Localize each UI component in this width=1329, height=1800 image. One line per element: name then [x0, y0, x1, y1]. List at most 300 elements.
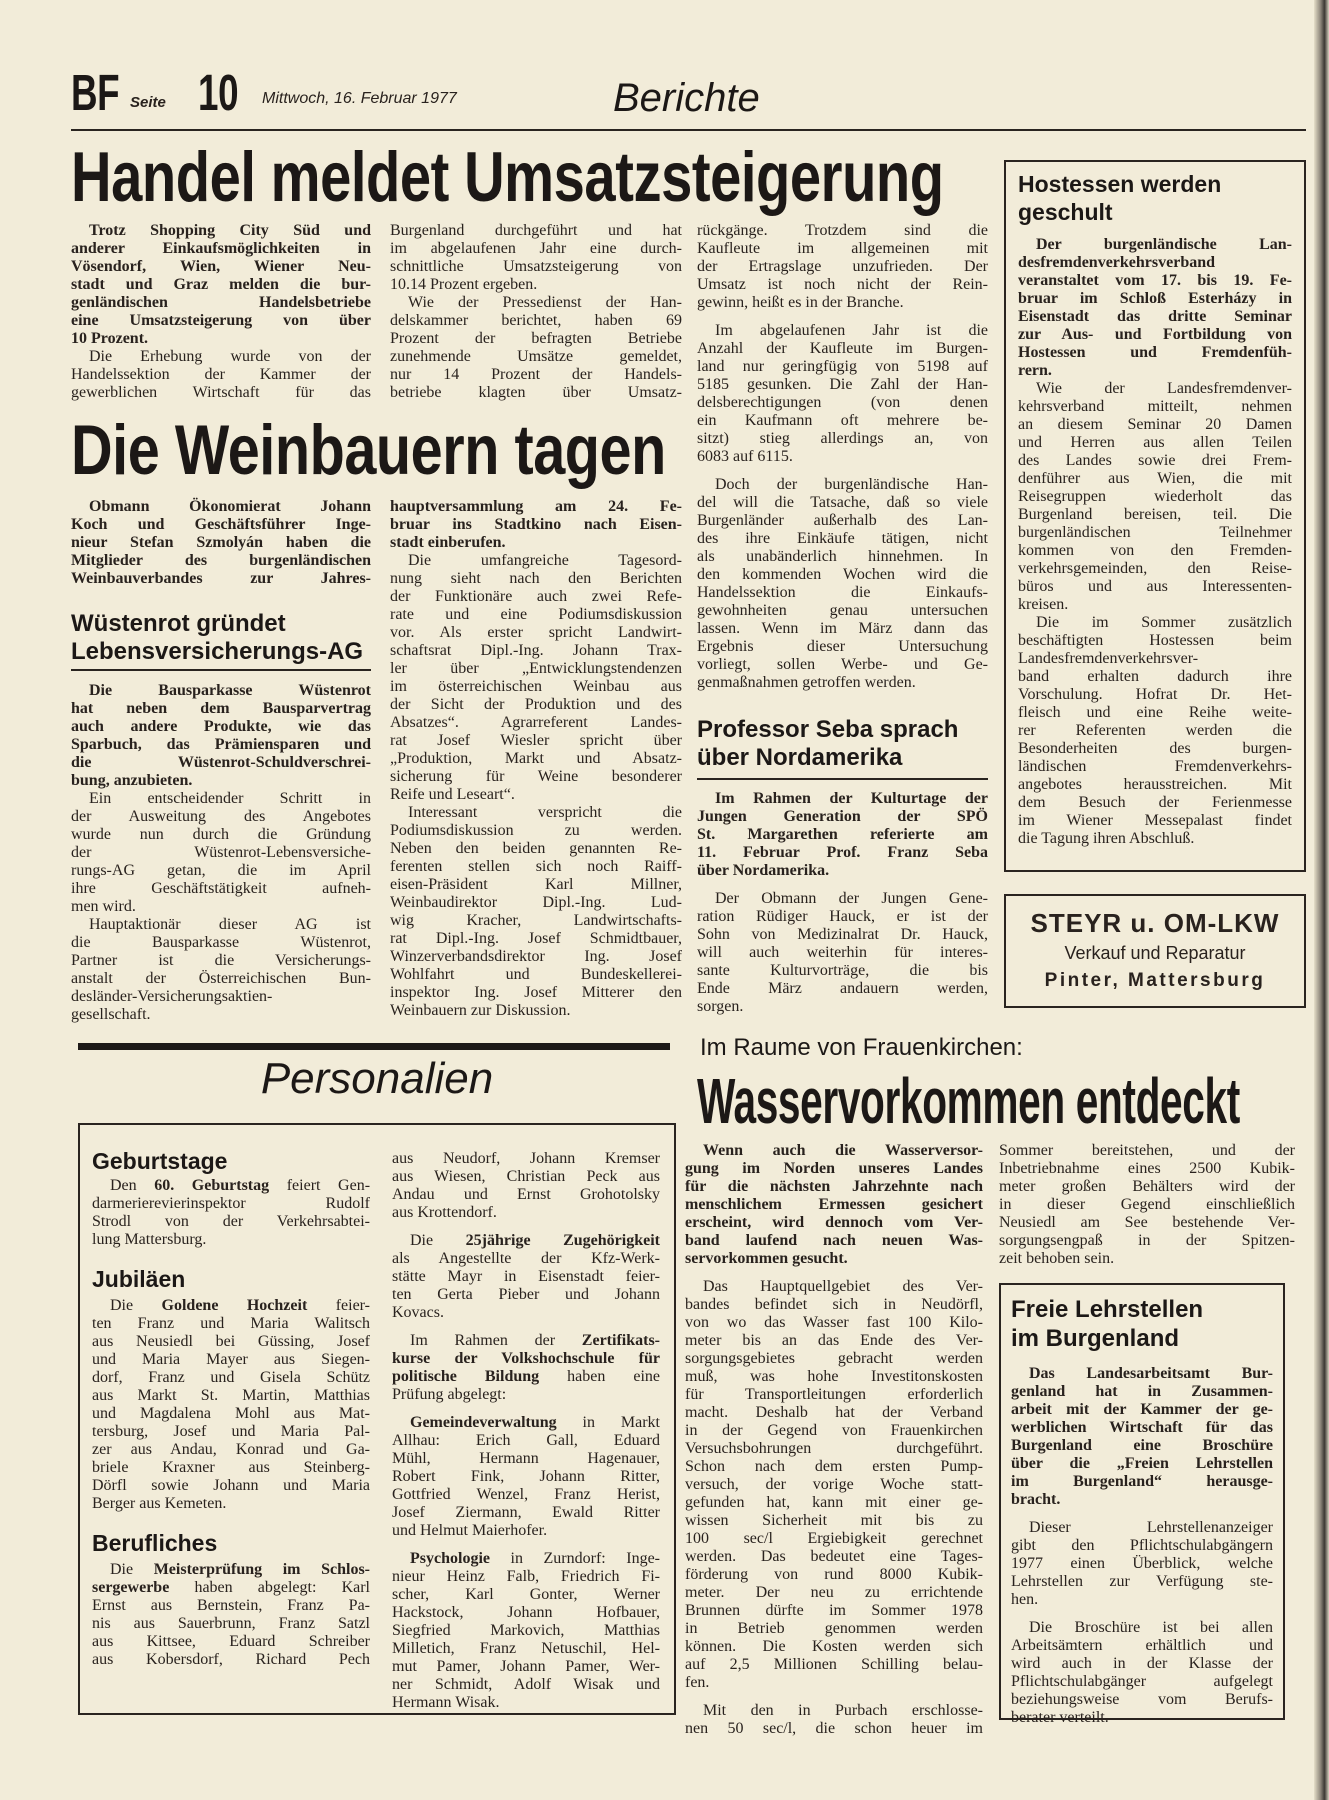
- text-line: Im abgelaufenen Jahr ist die: [715, 322, 988, 339]
- text-line: versuch, der vorige Woche statt-: [685, 1476, 983, 1493]
- seba-title: [697, 716, 958, 772]
- text-line: Koch und Geschäftsführer Inge-: [71, 516, 371, 533]
- hostessen-body: [1018, 236, 1292, 848]
- text-line: denführer aus Wien, die mit: [1018, 470, 1292, 487]
- text-line: Burgenländer außerhalb des Lan-: [697, 512, 988, 529]
- text-line: ein Kaufmann oft mehrere be-: [697, 412, 988, 429]
- text-line: die Wüstenrot-Schuldverschrei-: [71, 754, 371, 771]
- text-line: sorgungsengpaß in der Spitzen-: [999, 1232, 1295, 1249]
- text-line: inspektor Ing. Josef Mitterer den: [390, 984, 682, 1001]
- text-line: ten Gerta Pieber und Johann: [392, 1286, 660, 1303]
- weinbauern-column-1: [71, 498, 371, 588]
- text-line: berater verteilt.: [1011, 1709, 1109, 1726]
- text-line: schaftsrat Dipl.-Ing. Johann Trax-: [390, 642, 682, 659]
- text-line: anstalt der Österreichischen Bun-: [71, 970, 371, 987]
- text-line: will auch weiterhin für interes-: [697, 944, 988, 961]
- text-line: rat Dipl.-Ing. Josef Schmidtbauer,: [390, 930, 682, 947]
- text-line: Weinbauverbandes zur Jahres-: [71, 570, 371, 587]
- text-line: gung im Norden unseres Landes: [685, 1160, 983, 1177]
- text-line: Wenn auch die Wasserversor-: [703, 1142, 983, 1159]
- text-line: [392, 1550, 660, 1568]
- headline-weinbauern: Die Weinbauern tagen: [71, 410, 666, 490]
- text-line: [92, 1177, 370, 1195]
- text-line: rern.: [1018, 362, 1052, 379]
- text-line: bruar im Schloß Esterházy in: [1018, 290, 1292, 307]
- paragraph: [71, 916, 371, 1024]
- text-line: Milletich, Franz Netuschil, Hel-: [392, 1640, 660, 1657]
- text-line: beziehungsweise vom Berufs-: [1011, 1691, 1273, 1708]
- text-segment: haben abgelegt: Karl: [169, 1579, 370, 1596]
- text-line: rat Josef Wiesler spricht über: [390, 732, 682, 749]
- text-line: eisen-Präsident Karl Millner,: [390, 876, 682, 893]
- text-line: an diesem Seminar 20 Damen: [1018, 416, 1292, 433]
- text-line: aus Markt St. Martin, Matthias: [92, 1387, 370, 1404]
- text-line: sorgen.: [697, 998, 744, 1015]
- text-line: Vösendorf, Wien, Wiener Neu-: [71, 258, 371, 275]
- text-line: nis aus Sauerbrunn, Franz Satzl: [92, 1615, 370, 1632]
- paragraph: [1018, 380, 1292, 614]
- text-line: rückgänge. Trotzdem sind die: [697, 222, 988, 239]
- text-line: Burgenland eine Broschüre: [1011, 1437, 1273, 1454]
- text-line: band erhalten dadurch ihre: [1018, 668, 1292, 685]
- text-line: stätte Mayr in Eisenstadt feier-: [392, 1268, 660, 1285]
- page-edge-shadow: [1314, 0, 1329, 1800]
- text-line: [392, 1368, 660, 1386]
- text-line: Ein entscheidender Schritt in: [89, 790, 371, 807]
- bold-text: Goldene Hochzeit: [161, 1297, 308, 1314]
- text-line: zer aus Andau, Konrad und Ga-: [92, 1441, 370, 1458]
- text-line: ler über „Entwicklungstendenzen: [390, 660, 682, 677]
- text-line: aus Krottendorf.: [392, 1204, 497, 1221]
- paragraph: [685, 1142, 983, 1268]
- text-line: darmerierevierinspektor Rudolf: [92, 1195, 370, 1212]
- text-line: gesellschaft.: [71, 1006, 151, 1023]
- text-line: Die Broschüre ist bei allen: [1029, 1619, 1273, 1636]
- text-line: werden. Das bedeutet eine Tages-: [685, 1548, 983, 1565]
- text-line: del will die Tatsache, daß so viele: [697, 494, 988, 511]
- text-line: nung sieht nach den Berichten: [390, 570, 682, 587]
- seba-title-line: über Nordamerika: [697, 744, 903, 771]
- geburtstage-body: [92, 1177, 370, 1249]
- text-line: meter. Der neu zu errichtende: [685, 1584, 983, 1601]
- paragraph: [1018, 614, 1292, 848]
- text-line: gewerblichen Wirtschaft für das: [71, 384, 371, 401]
- handel-column-2: [390, 222, 682, 402]
- text-line: Andau und Ernst Grohotolsky: [392, 1186, 660, 1203]
- wuestenrot-body: [71, 682, 371, 1024]
- paragraph: [71, 498, 371, 588]
- text-line: aus Wiesen, Christian Peck aus: [392, 1168, 660, 1185]
- text-line: dorf, Franz und Gisela Schütz: [92, 1369, 370, 1386]
- handel-column-1: [71, 222, 371, 402]
- text-line: Josef Ziermann, Ewald Ritter: [392, 1504, 660, 1521]
- text-line: ferenten stellen sich noch Raiff-: [390, 858, 682, 875]
- text-line: der Wüstenrot-Lebensversiche-: [71, 844, 371, 861]
- text-line: büros und aus Interessenten-: [1018, 578, 1292, 595]
- page-label: Seite: [130, 94, 166, 111]
- bold-text: Meisterprüfung im Schlos-: [153, 1561, 370, 1578]
- handel-column-3: [697, 222, 988, 692]
- personalien-box: [78, 1123, 676, 1715]
- paragraph: [92, 1177, 370, 1249]
- text-line: arbeit mit der Kammer der ge-: [1011, 1401, 1273, 1418]
- text-line: nur 14 Prozent der Handels-: [390, 366, 682, 383]
- lehrstellen-title-line: im Burgenland: [1011, 1325, 1180, 1352]
- text-line: in der Gegend von Frauenkirchen: [685, 1422, 983, 1439]
- text-line: Prüfung abgelegt:: [392, 1386, 507, 1403]
- text-line: Kovacs.: [392, 1304, 444, 1321]
- bold-text: Gemeindeverwaltung: [410, 1414, 557, 1431]
- bold-text: 60. Geburtstag: [154, 1177, 270, 1194]
- text-line: der Funktionäre auch zwei Refe-: [390, 588, 682, 605]
- text-line: Dieser Lehrstellenanzeiger: [1029, 1519, 1273, 1536]
- text-line: wurde nun durch die Gründung: [71, 826, 371, 843]
- text-line: angebotes herausstreichen. Mit: [1018, 776, 1292, 793]
- paragraph: [685, 1278, 983, 1692]
- text-line: in dieser Gegend einschließlich: [999, 1196, 1295, 1213]
- text-line: Das Landesarbeitsamt Bur-: [1029, 1365, 1273, 1382]
- hostessen-article-box: [1004, 160, 1306, 872]
- paragraph: [697, 476, 988, 692]
- text-line: briele Kraxner aus Steinberg-: [92, 1459, 370, 1476]
- text-line: Anzahl der Kaufleute im Burgen-: [697, 340, 988, 357]
- lehrstellen-title: [1011, 1295, 1203, 1353]
- text-line: sitzt) stieg allerdings an, von: [697, 430, 988, 447]
- text-line: nieur Heinz Falb, Friedrich Fi-: [392, 1568, 660, 1585]
- text-line: ihre Geschäftstätigkeit aufneh-: [71, 880, 371, 897]
- paragraph: [1011, 1365, 1273, 1509]
- text-line: vor. Als erster spricht Landwirt-: [390, 624, 682, 641]
- text-line: Wie der Pressedienst der Han-: [408, 294, 682, 311]
- text-line: den kommenden Wochen wird die: [697, 566, 988, 583]
- text-line: Prozent der befragten Betriebe: [390, 330, 682, 347]
- text-line: vorliegt, sollen Werbe- und Ge-: [697, 656, 988, 673]
- text-line: „Produktion, Markt und Absatz-: [390, 750, 682, 767]
- text-line: können. Die Kosten werden sich: [685, 1638, 983, 1655]
- text-line: Eisenstadt das dritte Seminar: [1018, 308, 1292, 325]
- text-line: des Landes sowie drei Frem-: [1018, 452, 1292, 469]
- text-line: veranstaltet vom 17. bis 19. Fe-: [1018, 272, 1292, 289]
- text-line: meter großen Behälters wird der: [999, 1178, 1295, 1195]
- text-line: förderung von rund 8000 Kubik-: [685, 1566, 983, 1583]
- paragraph: [1011, 1519, 1273, 1609]
- text-line: [392, 1350, 660, 1368]
- text-line: ner Schmidt, Adolf Wisak und: [392, 1676, 660, 1693]
- text-line: genländischen Handelsbetriebe: [71, 294, 371, 311]
- text-line: nieur Stefan Szmolyán haben die: [71, 534, 371, 551]
- text-line: und Helmut Maierhofer.: [392, 1522, 548, 1539]
- text-line: meter bis an das Ende des Ver-: [685, 1332, 983, 1349]
- text-line: Doch der burgenländische Han-: [715, 476, 988, 493]
- text-line: [392, 1232, 660, 1250]
- text-line: Hauptaktionär dieser AG ist: [89, 916, 371, 933]
- text-line: 5185 gesunken. Die Zahl der Han-: [697, 376, 988, 393]
- personalien-column-2: [392, 1150, 660, 1712]
- paragraph: [999, 1142, 1295, 1268]
- text-line: Gottfried Wenzel, Franz Herist,: [392, 1486, 660, 1503]
- text-line: Der burgenländische Lan-: [1036, 236, 1292, 253]
- paragraph: [697, 890, 988, 1016]
- berufliches-body: [92, 1561, 370, 1669]
- text-line: Berger aus Kemeten.: [92, 1495, 227, 1512]
- paragraph: [1011, 1619, 1273, 1727]
- paragraph: [392, 1414, 660, 1540]
- paragraph: [697, 322, 988, 466]
- text-line: Landesfremdenverkehrsver-: [1018, 650, 1199, 667]
- text-line: Obmann Ökonomierat Johann: [89, 498, 371, 515]
- text-line: Handelssektion der Kammer der: [71, 366, 371, 383]
- text-line: [92, 1297, 370, 1315]
- text-line: Burgenland durchgeführt und hat: [390, 222, 682, 239]
- text-line: des ihre Einkäufe tätigen, nicht: [697, 530, 988, 547]
- text-line: gewinn, heißt es in der Branche.: [697, 294, 904, 311]
- text-line: ten Franz und Maria Walitsch: [92, 1315, 370, 1332]
- text-line: kreisen.: [1018, 596, 1069, 613]
- text-line: Ende März andauern werden,: [697, 980, 988, 997]
- text-line: aus Kobersdorf, Richard Pech: [92, 1651, 370, 1668]
- ad-subline: Verkauf und Reparatur: [1064, 943, 1246, 963]
- text-line: stadt und Graz melden die bur-: [71, 276, 371, 293]
- paragraph: [392, 1150, 660, 1222]
- text-line: über die „Freien Lehrstellen: [1011, 1455, 1273, 1472]
- seba-title-line: Professor Seba sprach: [697, 716, 959, 743]
- masthead-rule: [71, 129, 1306, 131]
- text-line: in Betrieb genommen werden: [685, 1620, 983, 1637]
- text-line: Dörfl sowie Johann und Maria: [92, 1477, 370, 1494]
- page-number: 10: [198, 64, 239, 122]
- paragraph: [390, 222, 682, 294]
- text-line: band laufend nach neuen Was-: [685, 1232, 983, 1249]
- paragraph: [71, 682, 371, 790]
- text-line: erscheint, wird dennoch vom Ver-: [685, 1214, 983, 1231]
- text-line: Das Hauptquellgebiet des Ver-: [703, 1278, 983, 1295]
- text-line: Die Bausparkasse Wüstenrot: [89, 682, 371, 699]
- text-segment: Den: [110, 1177, 155, 1194]
- text-line: Reisegruppen wiederholt das: [1018, 488, 1292, 505]
- text-line: rungs-AG getan, die im April: [71, 862, 371, 879]
- text-line: zunehmende Umsätze gemeldet,: [390, 348, 682, 365]
- text-line: fleisch und eine Reihe weite-: [1018, 704, 1292, 721]
- text-line: sorgungsgebietes gebracht werden: [685, 1350, 983, 1367]
- text-line: Versuchsbohrungen durchgeführt.: [685, 1440, 983, 1457]
- text-line: Robert Fink, Johann Ritter,: [392, 1468, 660, 1485]
- text-line: Jungen Generation der SPÖ: [697, 808, 988, 825]
- text-line: [92, 1561, 370, 1579]
- text-line: Sommer bereitstehen, und der: [999, 1142, 1295, 1159]
- text-line: hauptversammlung am 24. Fe-: [390, 498, 682, 515]
- text-line: Hackstock, Johann Hofbauer,: [392, 1604, 660, 1621]
- text-line: wissen Sicherheit mit bis zu: [685, 1512, 983, 1529]
- text-line: Der Obmann der Jungen Gene-: [715, 890, 988, 907]
- text-line: [92, 1579, 370, 1597]
- text-line: von wo das Wasser fast 100 Kilo-: [685, 1314, 983, 1331]
- text-line: Podiumsdiskussion zu werden.: [390, 822, 682, 839]
- bold-text: politische Bildung: [392, 1368, 540, 1385]
- text-line: für die nächsten Jahrzehnte nach: [685, 1178, 983, 1195]
- text-line: über Nordamerika.: [697, 862, 830, 879]
- text-line: Allhau: Erich Gall, Eduard: [392, 1432, 660, 1449]
- text-line: Weinbaudirektor Dipl.-Ing. Lud-: [390, 894, 682, 911]
- text-line: Burgenland bereisen, teil. Die: [1018, 506, 1292, 523]
- text-segment: Die: [410, 1232, 466, 1249]
- hostessen-title-line: Hostessen werden: [1018, 171, 1222, 197]
- text-line: ländischen Fremdenverkehrs-: [1018, 758, 1292, 775]
- heading-geburtstage: Geburtstage: [92, 1148, 228, 1174]
- wuestenrot-title: [71, 610, 363, 666]
- text-line: 11. Februar Prof. Franz Seba: [697, 844, 988, 861]
- weinbauern-column-2: [390, 498, 682, 1020]
- text-line: desländer-Versicherungsaktien-: [71, 988, 273, 1005]
- text-line: auf 2,5 Millionen Schilling belau-: [685, 1656, 983, 1673]
- text-line: [392, 1414, 660, 1432]
- heading-berufliches: Berufliches: [92, 1530, 218, 1556]
- paragraph: [71, 222, 371, 348]
- text-line: als Angestellte der Kfz-Werk-: [392, 1250, 660, 1267]
- text-line: sicherung für Weine besonderer: [390, 768, 682, 785]
- text-line: wird auch in der Klasse der: [1011, 1655, 1273, 1672]
- wasser-kicker: Im Raume von Frauenkirchen:: [700, 1034, 1023, 1061]
- text-line: Im Rahmen der Kulturtage der: [715, 790, 988, 807]
- text-line: bung, anzubieten.: [71, 772, 193, 789]
- paragraph: [392, 1232, 660, 1322]
- text-line: Weinbauern zur Diskussion.: [390, 1002, 571, 1019]
- text-line: Schon nach dem ersten Pump-: [685, 1458, 983, 1475]
- hostessen-title: [1018, 170, 1221, 226]
- text-line: lassen. Wenn im März dann das: [697, 620, 988, 637]
- text-line: macht. Deshalb hat der Verband: [685, 1404, 983, 1421]
- text-line: werblichen Wirtschaft für das: [1011, 1419, 1273, 1436]
- paragraph: [697, 790, 988, 880]
- text-line: im Wiener Messepalast findet: [1018, 812, 1292, 829]
- text-line: genland hat in Zusammen-: [1011, 1383, 1273, 1400]
- text-line: Interessant verspricht die: [408, 804, 682, 821]
- text-line: verkehrsgemeinden, den Reise-: [1018, 560, 1292, 577]
- text-line: betriebe klagten über Umsatz-: [390, 384, 682, 401]
- paragraph: [92, 1561, 370, 1669]
- text-line: Handelssektion die Einkaufs-: [697, 584, 988, 601]
- text-line: wig Kracher, Landwirtschafts-: [390, 912, 682, 929]
- text-line: Die im Sommer zusätzlich: [1036, 614, 1292, 631]
- text-line: menschlichem Ermessen gesichert: [685, 1196, 983, 1213]
- text-segment: haben eine: [539, 1368, 660, 1385]
- text-line: zeit behoben sein.: [999, 1250, 1115, 1267]
- text-line: Mitglieder des burgenländischen: [71, 552, 371, 569]
- issue-date: Mittwoch, 16. Februar 1977: [262, 90, 457, 107]
- text-line: aus Neusiedl bei Güssing, Josef: [92, 1333, 370, 1350]
- text-line: stadt einberufen.: [390, 534, 506, 551]
- text-line: beschäftigten Hostessen beim: [1018, 632, 1292, 649]
- text-line: servorkommen gesucht.: [685, 1250, 848, 1267]
- text-line: und Herren aus allen Teilen: [1018, 434, 1292, 451]
- text-line: Siegfried Markovich, Matthias: [392, 1622, 660, 1639]
- text-line: desfremdenverkehrsverband: [1018, 254, 1216, 271]
- steyr-advertisement: [1004, 894, 1306, 1008]
- bold-text: Zertifikats-: [581, 1332, 660, 1349]
- section-title: Berichte: [613, 76, 760, 120]
- text-line: muß, was hohe Investitonskosten: [685, 1368, 983, 1385]
- text-line: ration Rüdiger Hauck, er ist der: [697, 908, 988, 925]
- text-line: genmaßnahmen getroffen werden.: [697, 674, 916, 691]
- newspaper-logo: BF: [71, 64, 120, 122]
- jubilaeen-body: [92, 1297, 370, 1513]
- text-line: delskammer berichtet, haben 69: [390, 312, 682, 329]
- text-line: Neben den beiden genannten Re-: [390, 840, 682, 857]
- text-line: im abgelaufenen Jahr eine durch-: [390, 240, 682, 257]
- text-line: gefunden hat, kann mit einer ge-: [685, 1494, 983, 1511]
- text-line: Die Erhebung wurde von der: [89, 348, 371, 365]
- paragraph: [390, 294, 682, 402]
- text-line: Hermann Wisak.: [392, 1694, 500, 1711]
- text-line: schnittliche Umsatzsteigerung von: [390, 258, 682, 275]
- text-line: [392, 1332, 660, 1350]
- paragraph: [390, 804, 682, 1020]
- text-line: fen.: [685, 1674, 710, 1691]
- wasser-column-2: [999, 1142, 1295, 1268]
- text-segment: Die: [110, 1297, 162, 1314]
- text-line: Wie der Landesfremdenver-: [1036, 380, 1292, 397]
- ad-dealer: Pinter, Mattersburg: [1044, 970, 1266, 991]
- text-line: Lehrstellen zur Verfügung ste-: [1011, 1573, 1273, 1590]
- text-line: scher, Karl Gonter, Werner: [392, 1586, 660, 1603]
- text-line: 10 Prozent.: [71, 330, 149, 347]
- text-line: aus Neudorf, Johann Kremser: [392, 1150, 660, 1167]
- text-line: Umsatz ist noch nicht der Rein-: [697, 276, 988, 293]
- lehrstellen-title-line: Freie Lehrstellen: [1011, 1296, 1204, 1323]
- bold-text: 25jährige Zugehörigkeit: [465, 1232, 660, 1249]
- seba-body: [697, 790, 988, 1016]
- text-line: eine Umsatzsteigerung von über: [71, 312, 371, 329]
- text-line: Vorschulung. Hofrat Dr. Het-: [1018, 686, 1292, 703]
- text-segment: Die: [110, 1561, 154, 1578]
- paragraph: [392, 1550, 660, 1712]
- paragraph: [1018, 236, 1292, 380]
- text-line: land nur geringfügig von 5198 auf: [697, 358, 988, 375]
- text-line: Kaufleute im allgemeinen mit: [697, 240, 988, 257]
- text-line: im österreichischen Weinbau aus: [390, 678, 682, 695]
- text-line: rer Referenten werden die: [1018, 722, 1292, 739]
- text-line: hat neben dem Bausparvertrag: [71, 700, 371, 717]
- text-line: Neusiedl am See bestehende Ver-: [999, 1214, 1295, 1231]
- text-segment: Im Rahmen der: [410, 1332, 582, 1349]
- text-line: Mit den in Purbach erschlosse-: [703, 1702, 983, 1719]
- text-line: Pflichtschulabgänger aufgelegt: [1011, 1673, 1273, 1690]
- headline-handel: Handel meldet Umsatzsteigerung: [71, 137, 944, 217]
- text-line: gewohnheiten genau untersuchen: [697, 602, 988, 619]
- text-line: delsberechtigungen (von denen: [697, 394, 988, 411]
- lehrstellen-body: [1011, 1365, 1273, 1727]
- text-line: dem Besuch der Ferienmesse: [1018, 794, 1292, 811]
- text-line: Partner ist die Versicherungs-: [71, 952, 371, 969]
- bold-text: Psychologie: [410, 1550, 490, 1567]
- text-line: Winzerverbandsdirektor Ing. Josef: [390, 948, 682, 965]
- text-line: kehrsverband mitteilt, nehmen: [1018, 398, 1292, 415]
- headline-wasser: Wasservorkommen entdeckt: [697, 1066, 1240, 1138]
- paragraph: [697, 222, 988, 312]
- paragraph: [71, 790, 371, 916]
- text-line: Die umfangreiche Tagesord-: [408, 552, 682, 569]
- text-line: Wohlfahrt und Bundeskellerei-: [390, 966, 682, 983]
- text-line: Sparbuch, das Prämiensparen und: [71, 736, 371, 753]
- text-line: und Maria Mayer aus Siegen-: [92, 1351, 370, 1368]
- wuestenrot-rule: [71, 669, 371, 671]
- text-line: der Ausweitung des Angebotes: [71, 808, 371, 825]
- text-line: lung Mattersburg.: [92, 1231, 207, 1248]
- text-line: 1977 einen Überblick, welche: [1011, 1555, 1273, 1572]
- text-line: Reife und Leseart“.: [390, 786, 515, 803]
- text-line: die Tagung ihren Abschluß.: [1018, 830, 1195, 847]
- paragraph: [392, 1332, 660, 1404]
- text-line: Strodl von der Verkehrsabtei-: [92, 1213, 370, 1230]
